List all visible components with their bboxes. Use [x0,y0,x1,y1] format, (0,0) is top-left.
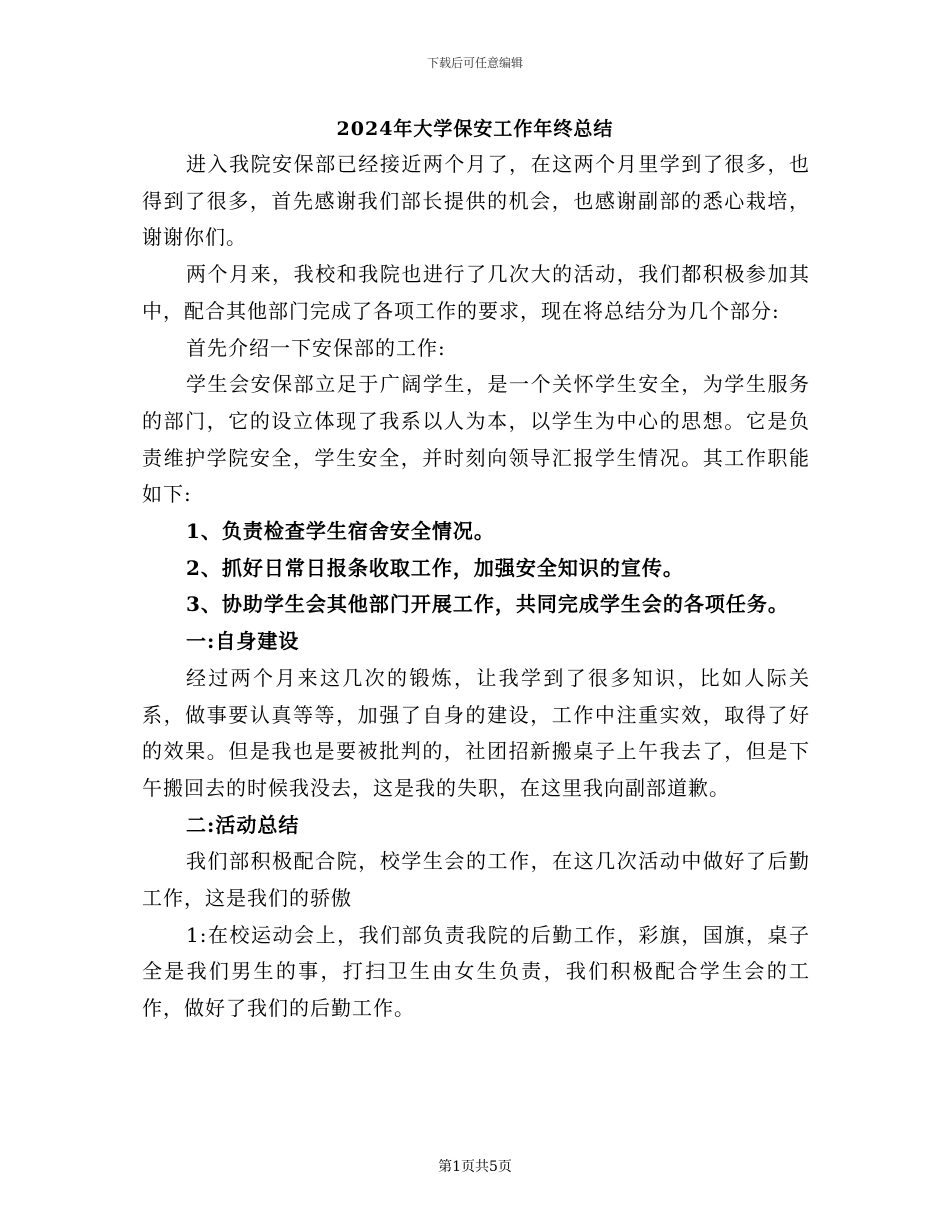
paragraph-dept-description: 学生会安保部立足于广阔学生，是一个关怀学生安全，为学生服务的部门，它的设立体现了我系以人为本，以学生为中心的思想。它是负责维护学院安全，学生安全，并时刻向领导汇报学生情况。其工作职能如下: [142,372,810,507]
duty-item-2: 2、抓好日常日报条收取工作，加强安全知识的宣传。 [186,555,684,580]
section-heading-activity-summary: 二:活动总结 [186,812,300,837]
paragraph-overview: 两个月来，我校和我院也进行了几次大的活动，我们都积极参加其中，配合其他部门完成了各项工作的要求，现在将总结分为几个部分: [142,262,810,323]
duty-item-3: 3、协助学生会其他部门开展工作，共同完成学生会的各项任务。 [186,592,789,617]
document-body [142,146,810,1027]
download-note: 下载后可任意编辑 [426,56,523,70]
paragraph-dept-intro: 首先介绍一下安保部的工作: [186,335,446,360]
paragraph-self-building: 经过两个月来这几次的锻炼，让我学到了很多知识，比如人际关系，做事要认真等等，加强了自身的建设，工作中注重实效，取得了好的效果。但是我也是要被批判的，社团招新搬桌子上午我去了，但是下午搬回去的时候我没去，这是我的失职，在这里我向副部道歉。 [142,665,810,800]
paragraph-activity-summary: 我们部积极配合院，校学生会的工作，在这几次活动中做好了后勤工作，这是我们的骄傲 [142,849,810,911]
page-indicator: 第1页共5页 [438,1159,512,1175]
document-title: 2024年大学保安工作年终总结 [336,118,614,140]
section-heading-self-building: 一:自身建设 [186,629,300,654]
duty-item-1: 1、负责检查学生宿舍安全情况。 [186,519,495,544]
paragraph-intro: 进入我院安保部已经接近两个月了，在这两个月里学到了很多，也得到了很多，首先感谢我们部长提供的机会，也感谢副部的悉心栽培，谢谢你们。 [142,152,810,250]
paragraph-sports-meet: 1:在校运动会上，我们部负责我院的后勤工作，彩旗，国旗，桌子全是我们男生的事，打扫卫生由女生负责，我们积极配合学生会的工作，做好了我们的后勤工作。 [142,922,810,1021]
